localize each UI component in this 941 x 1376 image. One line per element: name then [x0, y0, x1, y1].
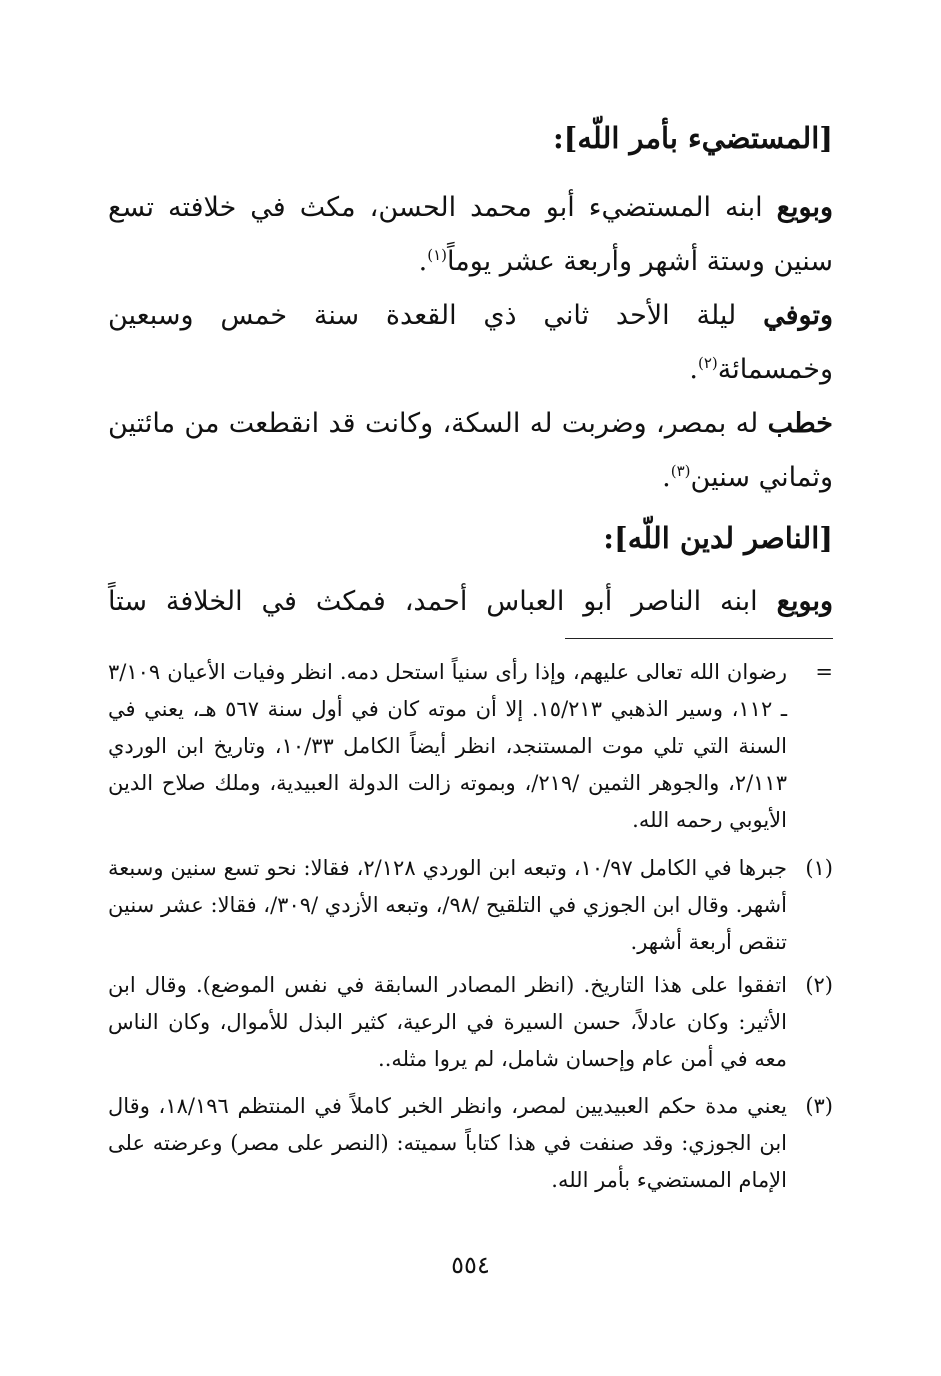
footnote-text: جبرها في الكامل ١٠/٩٧، وتبعه ابن الوردي ٢/١٢٨، فقالا: نحو تسع سنين وسبعة أشهر. وقال ابن الجوزي في التلقيح /٩٨/، وتبعه الأزدي /٣٠٩/، فقالا: عشر سنين تنقص أربعة أشهر. — [108, 856, 787, 954]
paragraph-lead-word: وبويع — [776, 192, 833, 223]
paragraph-bayah-mustadi — [108, 181, 833, 289]
footnote-number: (٢) — [805, 973, 833, 997]
footnote-text: اتفقوا على هذا التاريخ. (انظر المصادر السابقة في نفس الموضع). وقال ابن الأثير: وكان عادلاً، حسن السيرة في الرعية، كثير البذل للأموال، وكان الناس معه في أمن عام وإحسان شامل، لم يروا مثله.. — [108, 973, 787, 1071]
footnote-3 — [108, 1088, 833, 1199]
paragraph-lead-word: وبويع — [776, 586, 833, 617]
paragraph-text: له بمصر، وضربت له السكة، وكانت قد انقطعت من مائتين وثماني سنين — [108, 408, 833, 493]
footnote-separator — [565, 638, 833, 639]
paragraph-lead-word: خطب — [767, 408, 833, 439]
footnote-continuation-mark: = — [815, 660, 833, 684]
paragraph-text: ابنه الناصر أبو العباس أحمد، فمكث في الخلافة ستاً — [108, 586, 777, 617]
footnote-text: يعني مدة حكم العبيديين لمصر، وانظر الخبر كاملاً في المنتظم ١٨/١٩٦، وقال ابن الجوزي: وقد صنفت في هذا كتاباً سميته: (النصر على مصر) وعرضته على الإمام المستضيء بأمر الله. — [108, 1094, 787, 1192]
section-heading-mustadi: [المستضيء بأمر اللّه]: — [552, 121, 833, 155]
footnote-number: (٣) — [805, 1094, 833, 1118]
paragraph-bayah-nasir — [108, 575, 833, 629]
footnote-text: رضوان الله تعالى عليهم، وإذا رأى سنياً استحل دمه. انظر وفيات الأعيان ٣/١٠٩ ـ ١١٢، وسير الذهبي ١٥/٢١٣. إلا أن موته كان في أول سنة ٥٦٧ هـ، يعني في السنة التي تلي موت المستنجد، انظر أيضاً الكامل ١٠/٣٣، وتاريخ ابن الوردي ٢/١١٣، والجوهر الثمين /٢١٩/، وبموته زالت الدولة العبيدية، وملك صلاح الدين الأيوبي رحمه الله. — [108, 660, 787, 832]
paragraph-text: ابنه المستضيء أبو محمد الحسن، مكث في خلافته تسع سنين وستة أشهر وأربعة عشر يوماً — [108, 192, 833, 277]
paragraph-khutba-egypt — [108, 397, 833, 505]
footnote-1 — [108, 850, 833, 961]
paragraph-end: . — [662, 462, 671, 493]
paragraph-end: . — [418, 246, 428, 277]
footnote-2 — [108, 967, 833, 1078]
section-heading-nasir: [الناصر لدين اللّه]: — [603, 521, 833, 555]
footnote-ref: (١) — [427, 246, 448, 264]
paragraph-lead-word: وتوفي — [763, 300, 833, 331]
paragraph-end: . — [689, 354, 698, 385]
footnote-ref: (٢) — [697, 354, 718, 372]
footnote-number: (١) — [805, 856, 833, 880]
paragraph-text: ليلة الأحد ثاني ذي القعدة سنة خمس وسبعين وخمسمائة — [108, 300, 833, 385]
page-number: ٥٥٤ — [451, 1251, 490, 1279]
paragraph-death-mustadi — [108, 289, 833, 397]
footnote-ref: (٣) — [670, 462, 691, 480]
footnote-continuation — [108, 654, 833, 839]
